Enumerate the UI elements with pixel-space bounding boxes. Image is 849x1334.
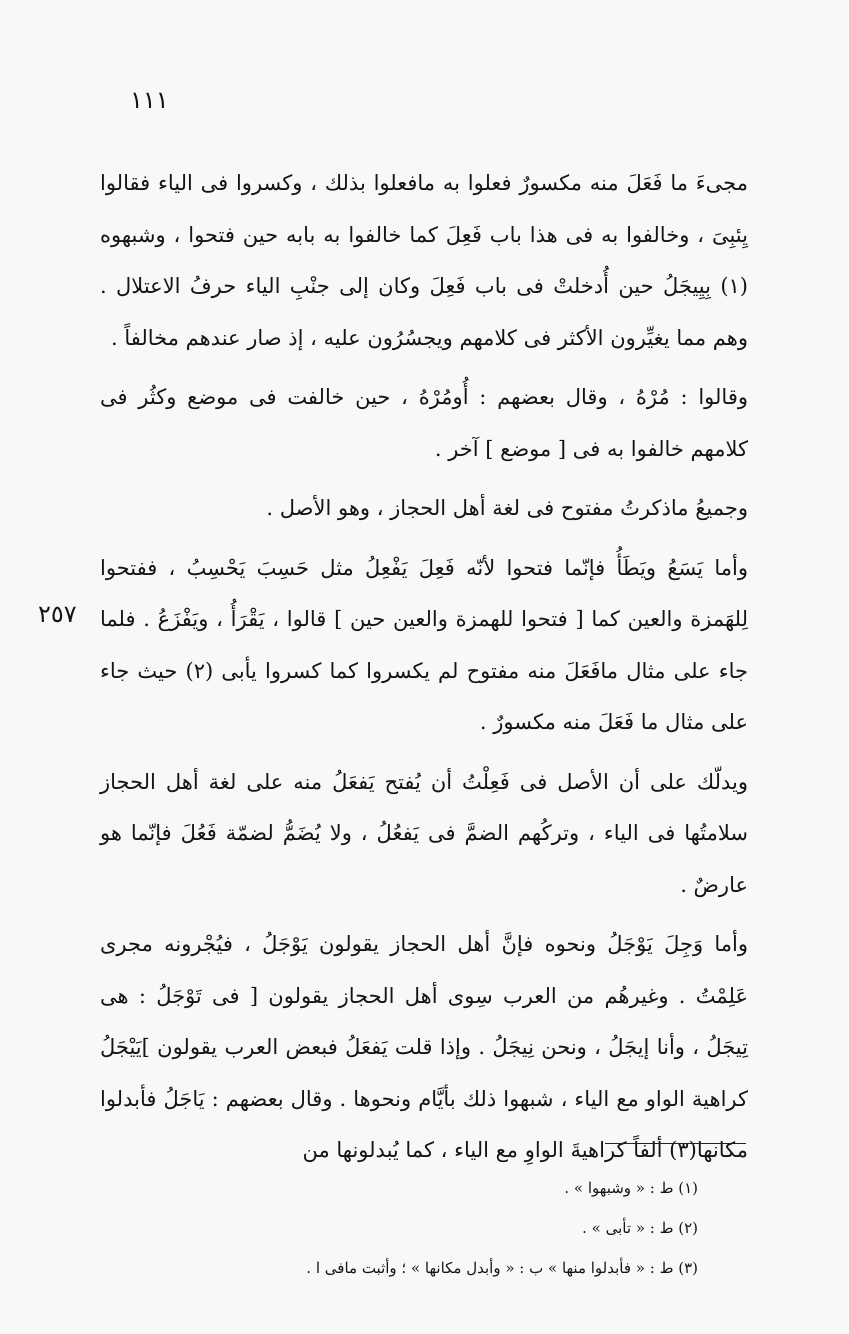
paragraph: مجىءَ ما فَعَلَ منه مكسورٌ فعلوا به مافعلوا بذلك ، وكسروا فى الياء فقالوا يِئبِىَ ، وخالفوا به فى هذا باب فَعِلَ كما خالفوا به بابه حين فتحوا ، وشبهوه (١) بِيِيجَلُ حين أُدخلتْ فى باب فَعِلَ وكان إلى جنْبِ الياء حرفُ الاعتلال . وهم مما يغيِّرون الأكثر فى كلامهم ويجسُرُون عليه ، إذ صار عندهم مخالفاً . [100,171,748,350]
page-number: ١١١ [130,86,169,114]
footnotes [180,1168,698,1288]
paragraph: وجميعُ ماذكرتُ مفتوح فى لغة أهل الحجاز ، وهو الأصل . [266,496,748,520]
paragraph: وأما وَجِلَ يَوْجَلُ ونحوه فإنَّ أهل الحجاز يقولون يَوْجَلُ ، فيُجْرونه مجرى عَلِمْتُ . وغيرهُم من العرب سِوى أهل الحجاز يقولون [ فى تَوْجَلُ : هى تِيجَلُ ، وأنا إيجَلُ ، ونحن نِيجَلُ . وإذا قلت يَفعَلُ فبعض العرب يقولون ]يَيْجَلُ كراهية الواو مع الياء ، شبهوا ذلك بأيَّام ونحوها . وقال بعضهم : يَاجَلُ فأبدلوا مكانها(٣) ألفاً كراهيةَ الواوِ مع الياء ، كما يُبدلونها من [100,932,748,1162]
paragraph: وأما يَسَعُ ويَطَأُ فإنّما فتحوا لأنّه فَعِلَ يَفْعِلُ مثل حَسِبَ يَحْسِبُ ، ففتحوا لِلهَمزة والعين كما [ فتحوا للهمزة والعين حين ] قالوا ، يَقْرَأُ ، ويَفْزَعُ . فلما جاء على مثال مافَعَلَ منه مفتوح لم يكسروا كما كسروا يأبى (٢) حيث جاء على مثال ما فَعَلَ منه مكسورٌ . [100,555,748,734]
footnote: (١) ط : « وشبهوا » . [564,1179,698,1197]
footnote: (٢) ط : « تأبى » . [582,1219,698,1237]
paragraph: وقالوا : مُرْهُ ، وقال بعضهم : أُومُرْهُ ، حين خالفت فى موضع وكثُر فى كلامهم خالفوا به فى [ موضع ] آخر . [100,385,748,461]
footnote: (٣) ط : « فأبدلوا منها » ب : « وأبدل مكانها » ؛ وأثبت مافى ا . [306,1259,698,1277]
main-text [100,158,748,1185]
margin-reference-number: ٢٥٧ [38,600,77,628]
footnote-divider [605,1143,746,1144]
paragraph: ويدلّك على أن الأصل فى فَعِلْتُ أن يُفتح يَفعَلُ منه على لغة أهل الحجاز سلامتُها فى الياء ، وتركُهم الضمَّ فى يَفعُلُ ، ولا يُضَمُّ لضمّة فَعُلَ فإنّما هو عارضٌ . [100,769,749,897]
